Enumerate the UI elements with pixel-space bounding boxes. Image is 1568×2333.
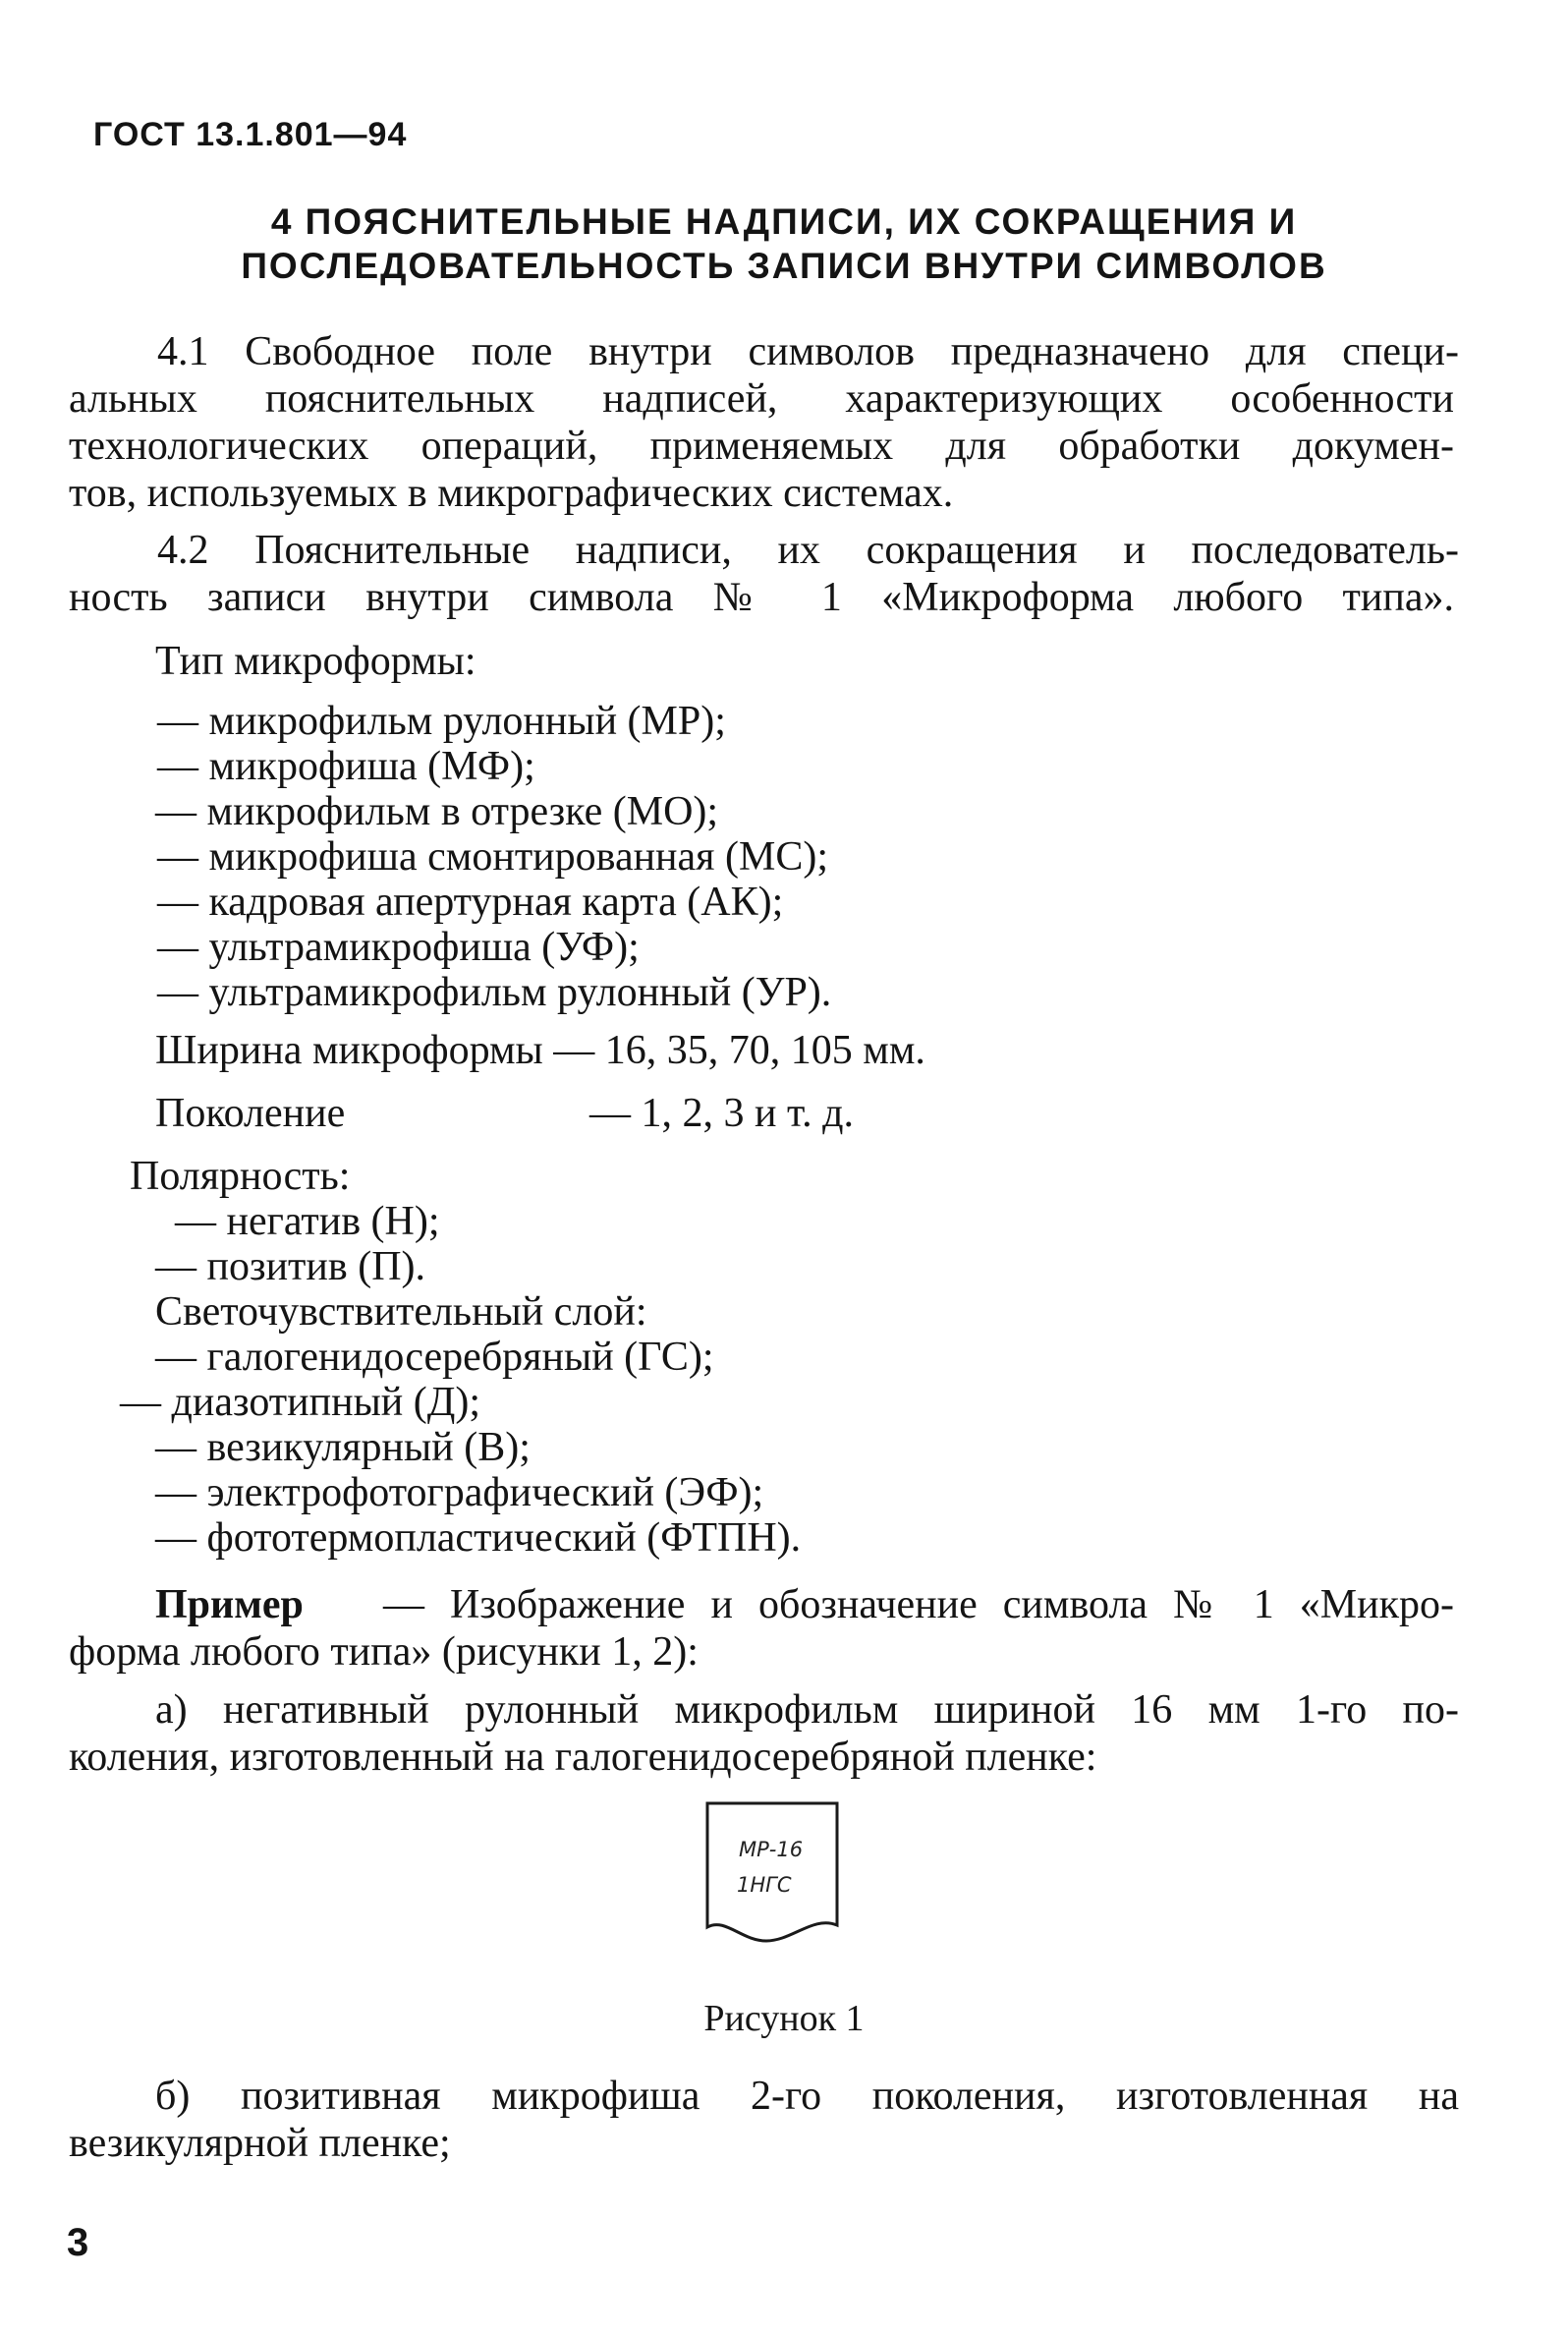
item-b-line2: везикулярной пленке;	[69, 2121, 451, 2166]
symbol-text-line1: МР-16	[739, 1838, 804, 1861]
list-item: — негатив (Н);	[175, 1199, 440, 1244]
example-line2: форма любого типа» (рисунки 1, 2):	[69, 1629, 699, 1675]
list-item: — микрофиша смонтированная (МС);	[157, 834, 828, 880]
item-a-line2: коления, изготовленный на галогенидосеребряной пленке:	[69, 1735, 1097, 1780]
generation-value: — 1, 2, 3 и т. д.	[589, 1091, 855, 1136]
microform-width-line: Ширина микроформы — 16, 35, 70, 105 мм.	[155, 1028, 925, 1073]
item-a-line1: а) негативный рулонный микрофильм шириной 16 мм 1-го по-	[155, 1687, 1459, 1733]
list-item: — фототермопластический (ФТПН).	[155, 1515, 802, 1561]
symbol-outline	[707, 1803, 837, 1941]
para-4-1-line1: 4.1 Свободное поле внутри символов предназначено для специ-	[157, 329, 1459, 374]
list-item: — везикулярный (В);	[155, 1425, 531, 1470]
list-item: — электрофотографический (ЭФ);	[155, 1470, 764, 1515]
list-item: — ультрамикрофиша (УФ);	[157, 925, 640, 970]
list-item: — кадровая апертурная карта (АК);	[157, 880, 784, 925]
polarity-title: Полярность:	[130, 1154, 351, 1199]
list-item: — ультрамикрофильм рулонный (УР).	[157, 970, 832, 1015]
para-4-2-line1: 4.2 Пояснительные надписи, их сокращения и последователь-	[157, 528, 1459, 573]
item-b-line1: б) позитивная микрофиша 2-го поколения, изготовленная на	[155, 2074, 1459, 2119]
section-heading-line1: 4 ПОЯСНИТЕЛЬНЫЕ НАДПИСИ, ИХ СОКРАЩЕНИЯ И	[270, 201, 1298, 242]
para-4-1-line3: технологических операций, применяемых для обработки докумен-	[69, 424, 1454, 469]
example-bold: Пример	[155, 1582, 304, 1627]
figure-caption: Рисунок 1	[703, 1998, 865, 2039]
page-number: 3	[67, 2221, 89, 2264]
symbol-text-line2: 1НГС	[737, 1873, 792, 1897]
layer-title: Светочувствительный слой:	[155, 1289, 647, 1335]
microform-type-title: Тип микроформы:	[155, 639, 476, 684]
example-label	[155, 1582, 304, 1627]
list-item: — галогенидосеребряный (ГС);	[155, 1335, 714, 1380]
list-item: — диазотипный (Д);	[120, 1380, 481, 1425]
para-4-1-line2: альных пояснительных надписей, характеризующих особенности	[69, 376, 1454, 422]
list-item: — микрофильм рулонный (МР);	[157, 699, 726, 744]
list-item: — позитив (П).	[155, 1244, 426, 1289]
microform-symbol-figure	[698, 1793, 845, 1956]
example-line1: — Изображение и обозначение символа № 1 «Микро-	[383, 1582, 1454, 1627]
para-4-2-line2: ность записи внутри символа № 1 «Микроформа любого типа».	[69, 575, 1454, 620]
section-heading-line2: ПОСЛЕДОВАТЕЛЬНОСТЬ ЗАПИСИ ВНУТРИ СИМВОЛОВ	[241, 246, 1327, 286]
list-item: — микрофильм в отрезке (МО);	[155, 789, 719, 834]
para-4-1-line4: тов, используемых в микрографических системах.	[69, 471, 954, 516]
standard-number: ГОСТ 13.1.801—94	[93, 116, 408, 153]
list-item: — микрофиша (МФ);	[157, 744, 535, 789]
generation-label: Поколение	[155, 1091, 346, 1136]
